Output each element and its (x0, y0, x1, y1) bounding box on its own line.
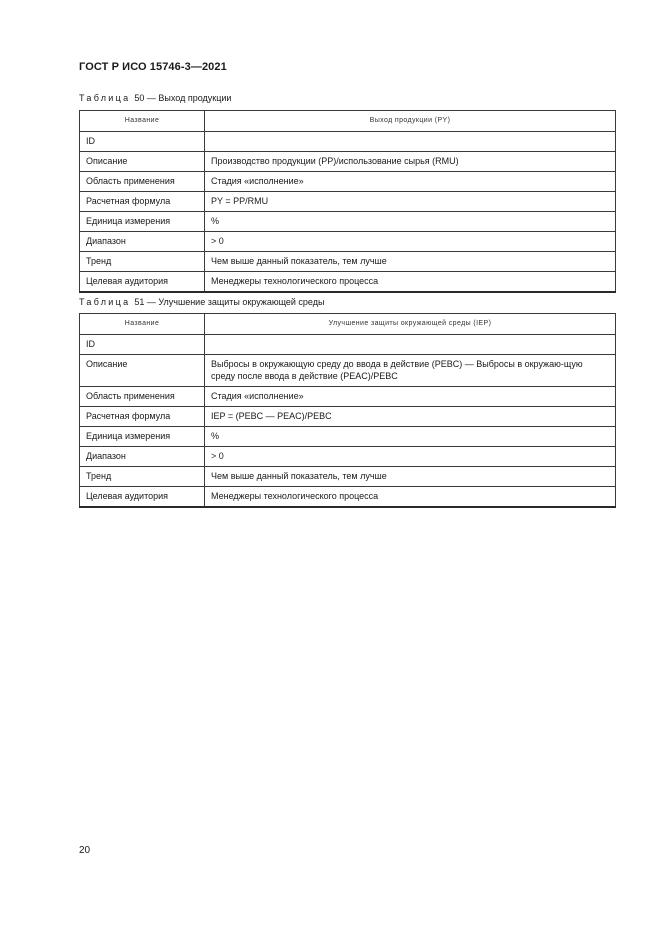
row-name: Тренд (80, 467, 205, 487)
row-name: ID (80, 132, 205, 152)
row-value: > 0 (205, 232, 616, 252)
table-row (80, 232, 616, 252)
row-value: Производство продукции (PP)/использование сырья (RMU) (205, 152, 616, 172)
row-value: > 0 (205, 447, 616, 467)
table-row (80, 212, 616, 232)
row-value: Чем выше данный показатель, тем лучше (205, 467, 616, 487)
row-name: Область применения (80, 387, 205, 407)
row-name: Тренд (80, 252, 205, 272)
caption-number: 51 (134, 297, 145, 307)
table-row (80, 387, 616, 407)
row-name: ID (80, 335, 205, 355)
row-name: Единица измерения (80, 212, 205, 232)
row-value: Стадия «исполнение» (205, 172, 616, 192)
table-header-row (80, 111, 616, 132)
table-row (80, 172, 616, 192)
table-header-row (80, 314, 616, 335)
row-value: Менеджеры технологического процесса (205, 487, 616, 508)
caption-number: 50 (134, 93, 145, 103)
table-row (80, 427, 616, 447)
row-value: % (205, 427, 616, 447)
row-value: PY = PP/RMU (205, 192, 616, 212)
caption-word: Таблица (79, 297, 131, 307)
row-value: Выбросы в окружающую среду до ввода в действие (PEBC) — Выбросы в окружаю-щую среду после ввода в действие (PEAC)/PEBC (205, 355, 616, 387)
column-header-value: Улучшение защиты окружающей среды (IEP) (205, 314, 616, 335)
table-row (80, 132, 616, 152)
table-row (80, 467, 616, 487)
table-caption-50 (79, 93, 231, 103)
table-row (80, 355, 616, 387)
caption-title: — Улучшение защиты окружающей среды (146, 297, 325, 307)
document-header: ГОСТ Р ИСО 15746-3—2021 (79, 61, 227, 73)
table-row (80, 335, 616, 355)
table-row (80, 487, 616, 508)
table-product-yield (79, 110, 616, 293)
table-row (80, 192, 616, 212)
row-name: Расчетная формула (80, 407, 205, 427)
row-value: Менеджеры технологического процесса (205, 272, 616, 293)
row-name: Расчетная формула (80, 192, 205, 212)
table-caption-51 (79, 297, 324, 307)
column-header-name: Название (80, 314, 205, 335)
row-value: IEP = (PEBC — PEAC)/PEBC (205, 407, 616, 427)
table-row (80, 447, 616, 467)
table-row (80, 252, 616, 272)
table-row (80, 152, 616, 172)
row-name: Описание (80, 152, 205, 172)
row-name: Диапазон (80, 232, 205, 252)
row-value: % (205, 212, 616, 232)
table-row (80, 407, 616, 427)
row-name: Диапазон (80, 447, 205, 467)
row-value (205, 335, 616, 355)
row-value (205, 132, 616, 152)
table-row (80, 272, 616, 293)
row-value: Стадия «исполнение» (205, 387, 616, 407)
table-environment-protection (79, 313, 616, 508)
page-number: 20 (79, 845, 91, 856)
caption-title: — Выход продукции (146, 93, 232, 103)
column-header-name: Название (80, 111, 205, 132)
row-value: Чем выше данный показатель, тем лучше (205, 252, 616, 272)
column-header-value: Выход продукции (PY) (205, 111, 616, 132)
row-name: Область применения (80, 172, 205, 192)
row-name: Целевая аудитория (80, 487, 205, 508)
caption-word: Таблица (79, 93, 131, 103)
row-name: Единица измерения (80, 427, 205, 447)
row-name: Описание (80, 355, 205, 387)
row-name: Целевая аудитория (80, 272, 205, 293)
